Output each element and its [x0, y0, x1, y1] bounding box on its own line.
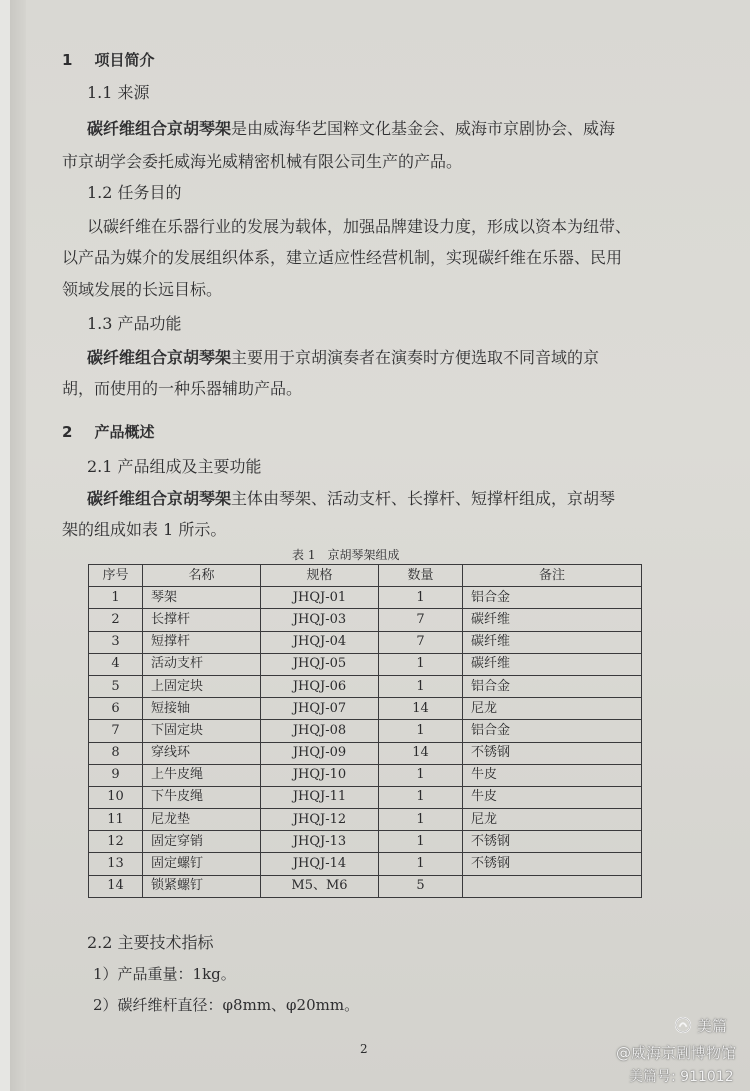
row-serial: 6	[89, 698, 143, 720]
row-name: 尼龙垫	[143, 809, 261, 831]
row-name: 活动支杆	[143, 653, 261, 675]
row-quantity: 1	[379, 587, 463, 609]
section-1-title: 项目简介	[94, 51, 155, 69]
subsection-2-1-heading: 2.1 产品组成及主要功能	[87, 457, 262, 476]
row-remark: 铝合金	[463, 587, 642, 609]
row-name: 上固定块	[143, 675, 261, 697]
header-remark: 备注	[463, 565, 642, 587]
header-quantity: 数量	[379, 565, 463, 587]
table-row	[89, 742, 642, 764]
table-header-row	[89, 565, 642, 587]
para-1-1-line-1	[87, 116, 615, 139]
section-1-heading	[62, 49, 154, 70]
row-spec: JHQJ-10	[261, 764, 379, 786]
row-serial: 2	[89, 609, 143, 631]
row-remark: 不锈钢	[463, 831, 642, 853]
subsection-2-2-heading: 2.2 主要技术指标	[87, 933, 214, 952]
table-caption: 表 1 京胡琴架组成	[292, 548, 400, 562]
table-row	[89, 875, 642, 897]
section-2-heading	[62, 421, 154, 442]
row-spec: JHQJ-03	[261, 609, 379, 631]
table-row	[89, 609, 642, 631]
table-row	[89, 720, 642, 742]
row-remark: 碳纤维	[463, 631, 642, 653]
row-name: 琴架	[143, 587, 261, 609]
watermark-id: 美篇号: 911012	[629, 1069, 734, 1085]
row-name: 上牛皮绳	[143, 764, 261, 786]
table-row	[89, 809, 642, 831]
row-spec: JHQJ-12	[261, 809, 379, 831]
row-name: 固定穿销	[143, 831, 261, 853]
row-quantity: 1	[379, 653, 463, 675]
header-serial: 序号	[89, 565, 143, 587]
row-serial: 10	[89, 786, 143, 808]
row-quantity: 14	[379, 698, 463, 720]
row-quantity: 1	[379, 764, 463, 786]
row-remark: 碳纤维	[463, 609, 642, 631]
row-serial: 4	[89, 653, 143, 675]
row-quantity: 5	[379, 875, 463, 897]
row-spec: M5、M6	[261, 875, 379, 897]
para-2-1-line-1-rest: 主体由琴架、活动支杆、长撑杆、短撑杆组成，京胡琴	[231, 489, 616, 508]
para-1-3-line-1-rest: 主要用于京胡演奏者在演奏时方便选取不同音域的京	[231, 348, 600, 367]
row-spec: JHQJ-01	[261, 587, 379, 609]
row-quantity: 1	[379, 720, 463, 742]
watermark-app: 美篇	[697, 1017, 728, 1035]
row-serial: 5	[89, 675, 143, 697]
header-name: 名称	[143, 565, 261, 587]
para-1-2-line-1: 以碳纤维在乐器行业的发展为载体，加强品牌建设力度，形成以资本为纽带、	[87, 217, 632, 236]
row-name: 穿线环	[143, 742, 261, 764]
row-name: 下牛皮绳	[143, 786, 261, 808]
row-serial: 1	[89, 587, 143, 609]
row-name: 固定螺钉	[143, 853, 261, 875]
row-remark: 铝合金	[463, 675, 642, 697]
para-1-2-line-2: 以产品为媒介的发展组织体系，建立适应性经营机制，实现碳纤维在乐器、民用	[62, 248, 623, 267]
row-quantity: 1	[379, 786, 463, 808]
row-serial: 12	[89, 831, 143, 853]
row-spec: JHQJ-14	[261, 853, 379, 875]
subsection-1-3-heading: 1.3 产品功能	[87, 314, 182, 333]
table-row	[89, 587, 642, 609]
row-remark: 不锈钢	[463, 742, 642, 764]
table-row	[89, 675, 642, 697]
row-name: 下固定块	[143, 720, 261, 742]
row-quantity: 7	[379, 609, 463, 631]
row-quantity: 1	[379, 675, 463, 697]
row-serial: 7	[89, 720, 143, 742]
subsection-1-2-heading: 1.2 任务目的	[87, 183, 182, 202]
row-serial: 13	[89, 853, 143, 875]
row-spec: JHQJ-13	[261, 831, 379, 853]
para-1-3-line-1	[87, 345, 599, 368]
row-spec: JHQJ-06	[261, 675, 379, 697]
spec-item-diameter: 2）碳纤维杆直径：φ8mm、φ20mm。	[93, 996, 360, 1014]
para-1-1-line-2: 市京胡学会委托威海光威精密机械有限公司生产的产品。	[62, 152, 463, 171]
row-spec: JHQJ-05	[261, 653, 379, 675]
spec-item-weight: 1）产品重量：1kg。	[93, 965, 236, 983]
section-1-number: 1	[62, 51, 73, 69]
table-body	[89, 587, 642, 898]
row-name: 长撑杆	[143, 609, 261, 631]
row-remark	[463, 875, 642, 897]
table-row	[89, 786, 642, 808]
table-row	[89, 631, 642, 653]
row-quantity: 1	[379, 809, 463, 831]
table-row	[89, 764, 642, 786]
row-serial: 9	[89, 764, 143, 786]
row-spec: JHQJ-11	[261, 786, 379, 808]
product-name-bold: 碳纤维组合京胡琴架	[87, 489, 232, 508]
row-name: 短接轴	[143, 698, 261, 720]
page-number: 2	[360, 1042, 368, 1056]
row-remark: 尼龙	[463, 809, 642, 831]
meipian-logo-icon	[674, 1016, 692, 1034]
product-name-bold: 碳纤维组合京胡琴架	[87, 119, 232, 138]
table-row	[89, 853, 642, 875]
section-2-number: 2	[62, 423, 73, 441]
para-1-3-line-2: 胡，而使用的一种乐器辅助产品。	[62, 379, 303, 398]
table-row	[89, 831, 642, 853]
components-table	[88, 564, 642, 898]
row-spec: JHQJ-08	[261, 720, 379, 742]
row-serial: 14	[89, 875, 143, 897]
row-name: 锁紧螺钉	[143, 875, 261, 897]
row-remark: 不锈钢	[463, 853, 642, 875]
table-row	[89, 698, 642, 720]
row-name: 短撑杆	[143, 631, 261, 653]
section-2-title: 产品概述	[94, 423, 155, 441]
para-1-1-line-1-rest: 是由威海华艺国粹文化基金会、威海市京剧协会、威海	[231, 119, 616, 138]
row-serial: 8	[89, 742, 143, 764]
row-remark: 尼龙	[463, 698, 642, 720]
watermark-author: @威海京剧博物馆	[616, 1044, 737, 1062]
row-remark: 碳纤维	[463, 653, 642, 675]
row-quantity: 1	[379, 831, 463, 853]
binding-shadow	[10, 0, 26, 1091]
table-row	[89, 653, 642, 675]
row-spec: JHQJ-09	[261, 742, 379, 764]
row-quantity: 7	[379, 631, 463, 653]
para-1-2-line-3: 领域发展的长远目标。	[62, 280, 223, 299]
row-remark: 铝合金	[463, 720, 642, 742]
row-remark: 牛皮	[463, 786, 642, 808]
product-name-bold: 碳纤维组合京胡琴架	[87, 348, 232, 367]
row-serial: 3	[89, 631, 143, 653]
subsection-1-1-heading: 1.1 来源	[87, 83, 150, 102]
row-remark: 牛皮	[463, 764, 642, 786]
row-spec: JHQJ-07	[261, 698, 379, 720]
row-quantity: 1	[379, 853, 463, 875]
para-2-1-line-1	[87, 486, 615, 509]
para-2-1-line-2: 架的组成如表 1 所示。	[62, 520, 227, 539]
row-spec: JHQJ-04	[261, 631, 379, 653]
row-quantity: 14	[379, 742, 463, 764]
row-serial: 11	[89, 809, 143, 831]
header-spec: 规格	[261, 565, 379, 587]
